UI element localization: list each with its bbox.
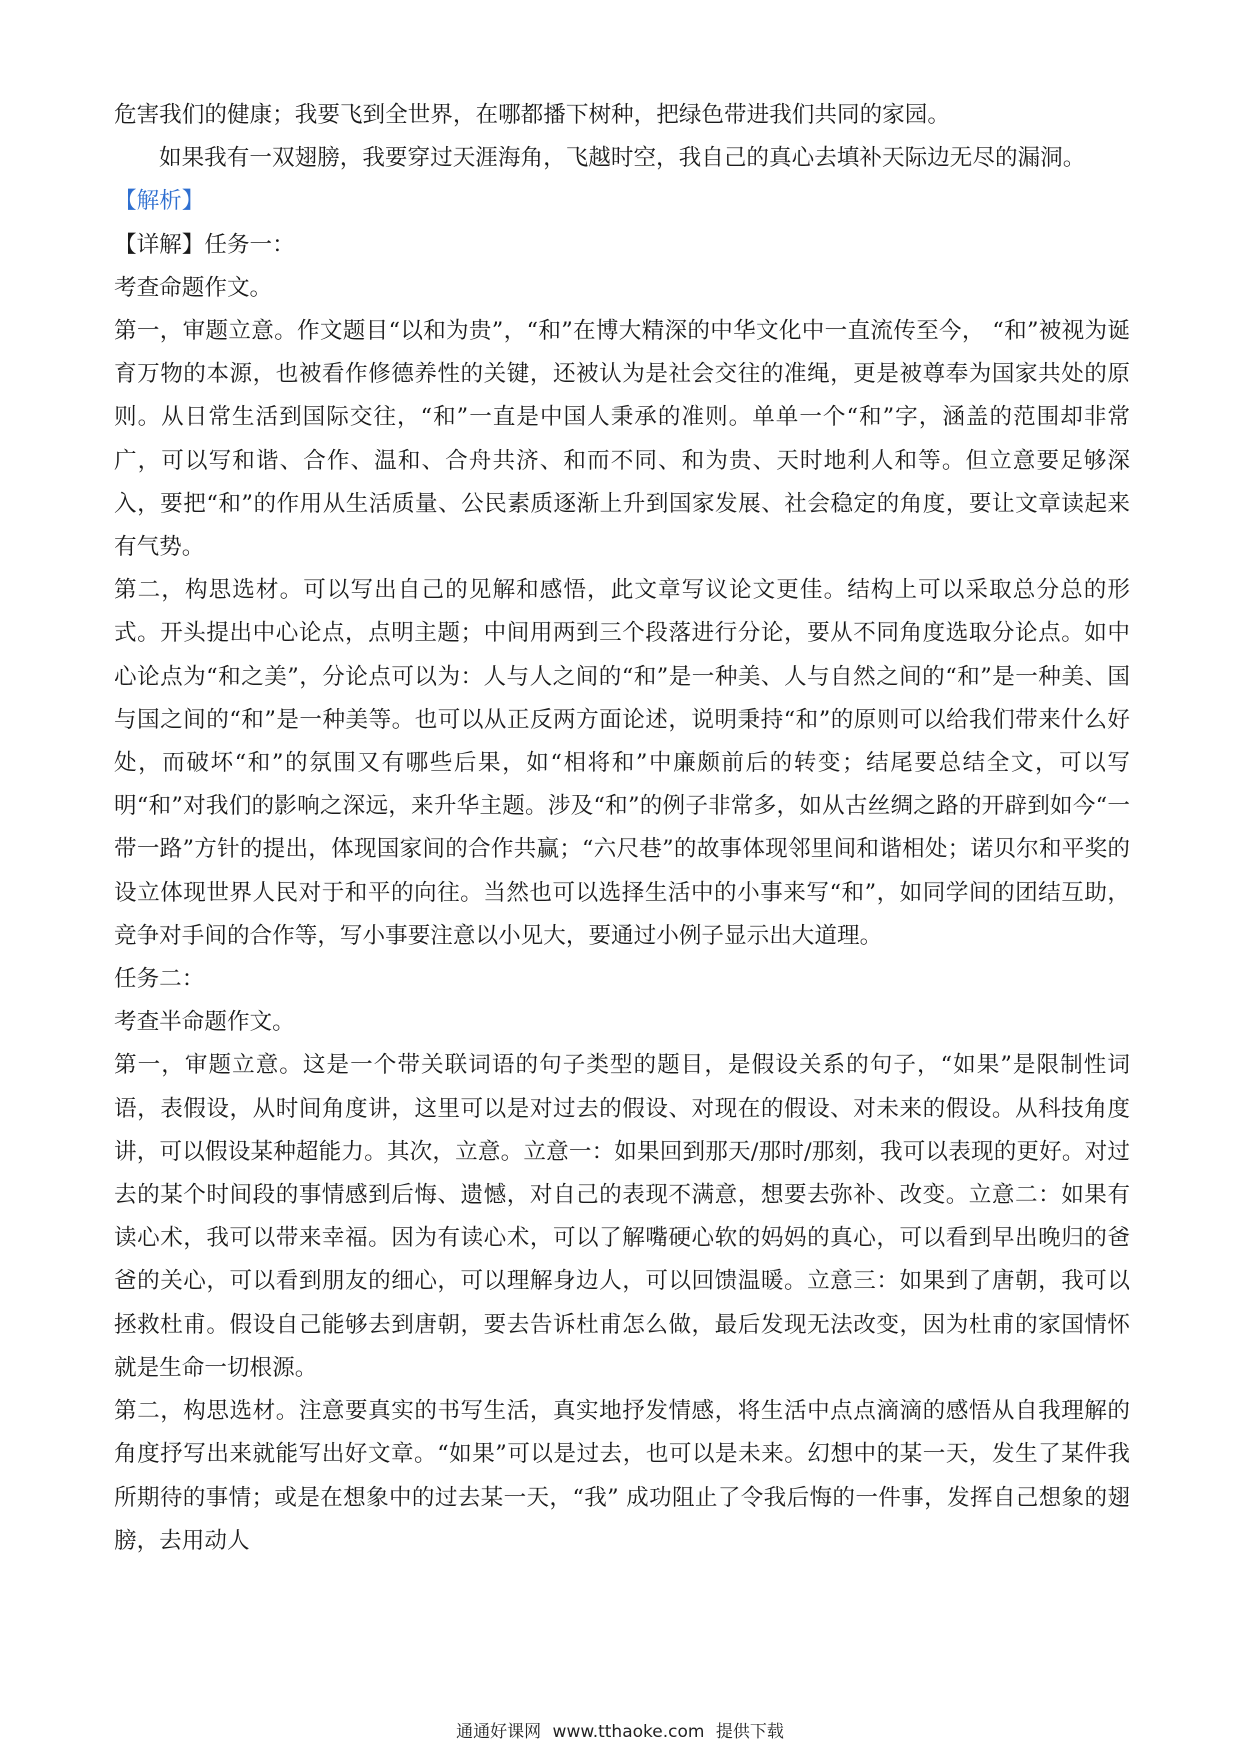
paragraph-essay-ending-1: 危害我们的健康；我要飞到全世界，在哪都播下树种，把绿色带进我们共同的家园。 (114, 102, 950, 128)
task-two-type: 考查半命题作文。 (114, 1009, 295, 1036)
analysis-heading: 【解析】 (114, 188, 205, 215)
task-one-type: 考查命题作文。 (114, 274, 273, 301)
paragraph-essay-ending-2: 如果我有一双翅膀，我要穿过天涯海角，飞越时空，我自己的真心去填补天际边无尽的漏洞。 (159, 145, 1086, 172)
task-one-paragraph-2: 第二，构思选材。可以写出自己的见解和感悟，此文章写议论文更佳。结构上可以采取总分总的形式。开头提出中心论点，点明主题；中间用两到三个段落进行分论，要从不同角度选取分论点。如中心论点为“和之美”，分论点可以为：人与人之间的“和”是一种美、人与自然之间的“和”是一种美、国与国之间的“和”是一种美等。也可以从正反两方面论述，说明秉持“和”的原则可以给我们带来什么好处，而破坏“和”的氛围又有哪些后果，如“相将和”中廉颇前后的转变；结尾要总结全文，可以写明“和”对我们的影响之深远，来升华主题。涉及“和”的例子非常多，如从古丝绸之路的开辟到如今“一带一路”方针的提出，体现国家间的合作共赢；“六尺巷”的故事体现邻里间和谐相处；诺贝尔和平奖的设立体现世界人民对于和平的向往。当然也可以选择生活中的小事来写“和”，如同学间的团结互助，竞争对手间的合作等，写小事要注意以小见大，要通过小例子显示出大道理。 (114, 577, 1130, 949)
task-one-paragraph-1: 第一，审题立意。作文题目“以和为贵”，“和”在博大精深的中华文化中一直流传至今， “和”被视为诞育万物的本源，也被看作修德养性的关键，还被认为是社会交往的准绳，更是被尊奉为国家共处的原则。从日常生活到国际交往，“和”一直是中国人秉承的准则。单单一个“和”字，涵盖的范围却非常广，可以写和谐、合作、温和、合舟共济、和而不同、和为贵、天时地利人和等。但立意要足够深入，要把“和”的作用从生活质量、公民素质逐渐上升到国家发展、社会稳定的角度，要让文章读起来有气势。 (114, 318, 1130, 561)
task-two-heading: 任务二： (114, 966, 205, 993)
task-two-paragraph-1: 第一，审题立意。这是一个带关联词语的句子类型的题目，是假设关系的句子，“如果”是限制性词语，表假设，从时间角度讲，这里可以是对过去的假设、对现在的假设、对未来的假设。从科技角度讲，可以假设某种超能力。其次，立意。立意一：如果回到那天/那时/那刻，我可以表现的更好。对过去的某个时间段的事情感到后悔、遗憾，对自己的表现不满意，想要去弥补、改变。立意二：如果有读心术，我可以带来幸福。因为有读心术，可以了解嘴硬心软的妈妈的真心，可以看到早出晚归的爸爸的关心，可以看到朋友的细心，可以理解身边人，可以回馈温暖。立意三：如果到了唐朝，我可以拯救杜甫。假设自己能够去到唐朝，要去告诉杜甫怎么做，最后发现无法改变，因为杜甫的家国情怀就是生命一切根源。 (114, 1052, 1130, 1381)
document-page (114, 94, 1130, 1563)
page-footer (0, 1717, 1240, 1742)
footer-site-name: 通通好课网 (456, 1722, 542, 1742)
detail-heading-task-one: 【详解】任务一： (114, 231, 295, 258)
footer-site-url[interactable]: www.tthaoke.com (552, 1722, 705, 1742)
task-two-paragraph-2: 第二，构思选材。注意要真实的书写生活，真实地抒发情感，将生活中点点滴滴的感悟从自我理解的角度抒写出来就能写出好文章。“如果”可以是过去，也可以是未来。幻想中的某一天，发生了某件我所期待的事情；或是在想象中的过去某一天，“我” 成功阻止了令我后悔的一件事，发挥自己想象的翅膀，去用动人 (114, 1398, 1130, 1554)
footer-suffix: 提供下载 (715, 1722, 784, 1742)
